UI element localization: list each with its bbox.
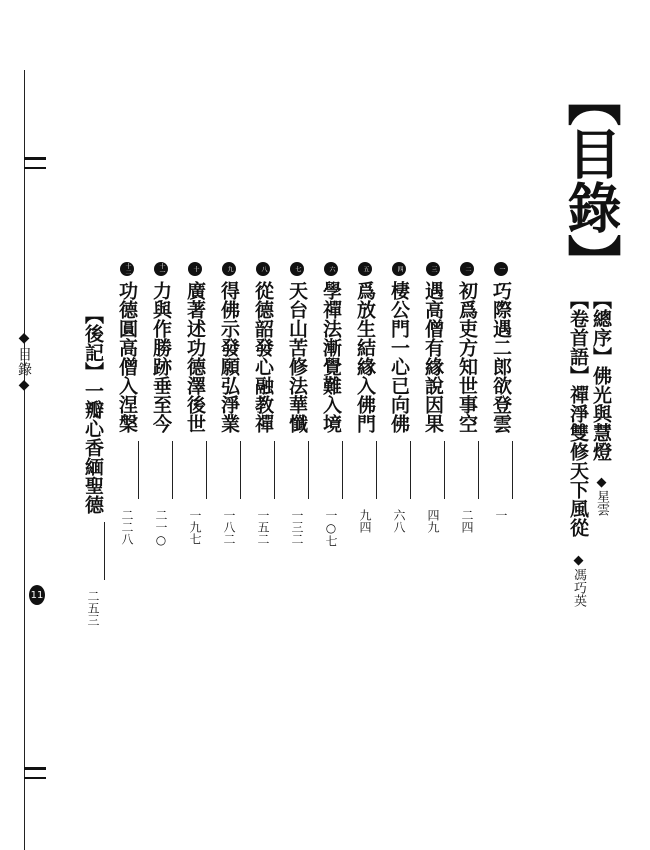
leader-line	[204, 441, 207, 499]
chapter-title: 爲放生結緣入佛門	[354, 281, 376, 433]
section-label: ◆目錄◆	[16, 330, 32, 394]
margin-rule	[24, 70, 25, 850]
preface-author: 星雲	[594, 490, 609, 516]
chapter-page: 九四	[358, 509, 372, 533]
chapter-title: 從德韶發心融教禪	[252, 281, 274, 433]
chapter-title: 遇高僧有緣說因果	[422, 281, 444, 433]
leader-line	[510, 441, 513, 499]
toc-entry[interactable]	[387, 262, 411, 533]
foreword-entry[interactable]	[565, 290, 592, 607]
margin-bar-top-thin	[24, 167, 46, 169]
chapter-title: 得佛示發願弘淨業	[218, 281, 240, 433]
leader-line	[442, 441, 445, 499]
foreword-author: 馮巧英	[571, 568, 586, 607]
chapter-title: 初爲吏方知世事空	[456, 281, 478, 433]
chapter-number: 一	[494, 262, 508, 276]
toc-entry[interactable]	[489, 262, 513, 521]
afterword-label: 【後記】	[82, 305, 104, 381]
afterword-entry[interactable]	[81, 305, 105, 626]
afterword-page: 二五三	[86, 590, 100, 626]
chapter-page: 一	[494, 509, 508, 521]
leader-line	[136, 441, 139, 499]
page-title: 【目錄】	[559, 72, 623, 288]
chapter-page: 一○七	[324, 509, 338, 547]
leader-line	[102, 522, 105, 580]
chapter-title: 廣著述功德澤後世	[184, 281, 206, 433]
toc-entry[interactable]	[217, 262, 241, 545]
chapter-number: 三	[426, 262, 440, 276]
chapter-number: 二	[460, 262, 474, 276]
chapter-number: 十二	[120, 262, 134, 276]
chapter-number: 十一	[154, 262, 168, 276]
toc-entry[interactable]	[183, 262, 207, 545]
chapter-number: 八	[256, 262, 270, 276]
chapter-page: 六八	[392, 509, 406, 533]
margin-bar-top	[24, 157, 46, 160]
chapter-page: 一五二	[256, 509, 270, 545]
preface-mark: ◆	[594, 475, 609, 490]
chapter-page: 一八二	[222, 509, 236, 545]
chapter-page: 一九七	[188, 509, 202, 545]
chapter-title: 天台山苦修法華懺	[286, 281, 308, 433]
leader-line	[170, 441, 173, 499]
chapter-number: 十	[188, 262, 202, 276]
page-number-badge: 11	[29, 585, 45, 605]
chapter-number: 七	[290, 262, 304, 276]
preface-entry[interactable]	[588, 290, 615, 516]
chapter-page: 二一○	[154, 509, 168, 547]
foreword-title: 禪淨雙修天下風從	[567, 385, 589, 537]
chapter-number: 四	[392, 262, 406, 276]
margin-bar-bottom-thin	[24, 777, 46, 779]
leader-line	[476, 441, 479, 499]
chapter-title: 巧際遇二郎欲登雲	[490, 281, 512, 433]
leader-line	[238, 441, 241, 499]
foreword-label: 【卷首語】	[567, 290, 589, 385]
chapter-title: 學禪法漸覺難入境	[320, 281, 342, 433]
toc-entry[interactable]	[455, 262, 479, 533]
chapter-page: 四九	[426, 509, 440, 533]
margin-bar-bottom	[24, 767, 46, 770]
toc-entry[interactable]	[251, 262, 275, 545]
leader-line	[306, 441, 309, 499]
leader-line	[340, 441, 343, 499]
toc-entry[interactable]	[353, 262, 377, 533]
leader-line	[374, 441, 377, 499]
toc-entry[interactable]	[149, 262, 173, 547]
chapter-number: 六	[324, 262, 338, 276]
foreword-mark: ◆	[571, 553, 586, 568]
chapter-page: 一三二	[290, 509, 304, 545]
chapter-title: 功德圓高僧入涅槃	[116, 281, 138, 433]
toc-entry[interactable]	[115, 262, 139, 545]
chapter-title: 棲公門一心已向佛	[388, 281, 410, 433]
preface-label: 【總序】	[590, 290, 612, 366]
chapter-number: 九	[222, 262, 236, 276]
chapter-page: 二四	[460, 509, 474, 533]
toc-entry[interactable]	[319, 262, 343, 547]
chapter-page: 二二八	[120, 509, 134, 545]
leader-line	[272, 441, 275, 499]
chapter-title: 力與作勝跡垂至今	[150, 281, 172, 433]
toc-entry[interactable]	[285, 262, 309, 545]
afterword-title: 一瓣心香緬聖德	[82, 381, 104, 514]
toc-entry[interactable]	[421, 262, 445, 533]
leader-line	[408, 441, 411, 499]
preface-title: 佛光與慧燈	[590, 366, 612, 461]
chapter-number: 五	[358, 262, 372, 276]
